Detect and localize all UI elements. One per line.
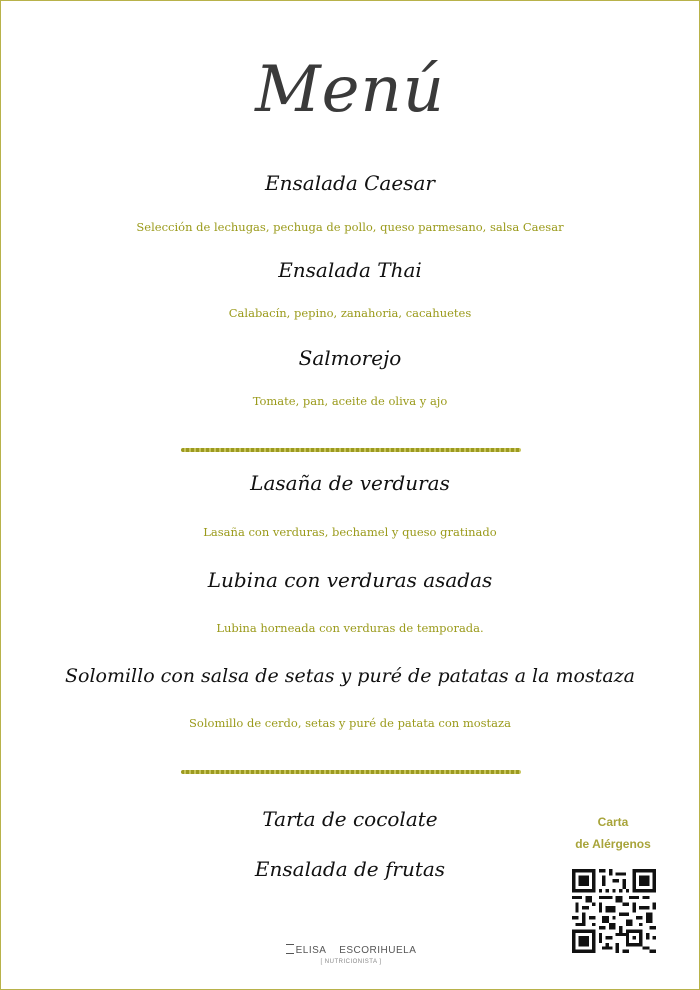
brand-subtitle: [ NUTRICIONISTA ] [320,959,382,965]
dish-description: Lubina horneada con verduras de temporada. [216,621,484,635]
dish-name: Ensalada de frutas [254,857,446,881]
dish-name: Lubina con verduras asadas [207,568,493,592]
brand-first-name: ELISA [295,945,326,956]
dish-name: Solomillo con salsa de setas y puré de patatas a la mostaza [64,665,636,687]
dish-name: Lasaña de verduras [250,471,450,495]
dish-name: Salmorejo [298,346,402,370]
menu-title: Menú [255,53,445,127]
dish-description: Tomate, pan, aceite de oliva y ajo [252,394,448,408]
allergen-label-line1: Carta [597,815,629,829]
dish-name: Ensalada Thai [278,258,422,282]
dish-name: Tarta de cocolate [262,807,438,831]
allergen-qr-code[interactable] [572,869,656,953]
dish-description: Solomillo de cerdo, setas y puré de patata con mostaza [189,716,511,730]
brand-logo [1,944,700,956]
dish-description: Lasaña con verduras, bechamel y queso gratinado [203,525,497,539]
dish-name: Ensalada Caesar [265,171,435,195]
section-divider [181,770,521,774]
dish-description: Calabacín, pepino, zanahoria, cacahuetes [228,306,472,320]
allergen-label-line2: de Alérgenos [575,837,651,851]
dish-description: Selección de lechugas, pechuga de pollo, queso parmesano, salsa Caesar [136,220,564,234]
section-divider [181,448,521,452]
brand-last-name: ESCORIHUELA [339,945,417,956]
brand-mark-icon [286,944,294,954]
